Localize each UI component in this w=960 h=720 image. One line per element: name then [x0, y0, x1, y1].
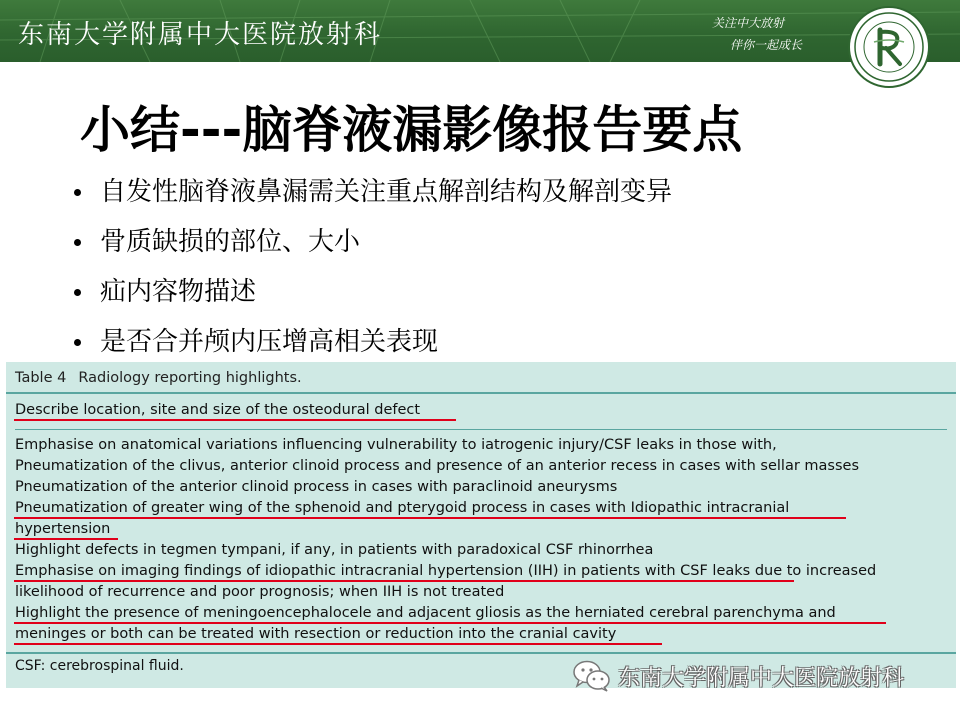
table-line: Highlight the presence of meningoencephalocele and adjacent gliosis as the herniated cerebral parenchyma and	[15, 605, 836, 621]
table-line: likelihood of recurrence and poor prognosis; when IIH is not treated	[15, 584, 505, 600]
bullet-text: 是否合并颅内压增高相关表现	[100, 327, 439, 357]
slogan-line-2: 伴你一起成长	[730, 38, 803, 52]
header-band	[0, 0, 960, 62]
table-caption	[15, 370, 302, 386]
bullet-dot-icon	[74, 289, 81, 296]
red-underline	[14, 419, 456, 421]
table-caption-text: Radiology reporting highlights.	[78, 370, 302, 386]
table-footnote: CSF: cerebrospinal fluid.	[15, 658, 184, 674]
table-line: hypertension	[15, 521, 111, 537]
department-logo	[848, 6, 930, 88]
red-underline	[14, 517, 846, 519]
slide-title: 小结---脑脊液漏影像报告要点	[80, 101, 743, 159]
table-line: Emphasise on imaging findings of idiopathic intracranial hypertension (IIH) in patients with CSF leaks due to increased	[15, 563, 877, 579]
red-underline	[14, 580, 794, 582]
table-radiology-highlights	[6, 362, 956, 688]
table-label: Table 4	[15, 370, 67, 386]
table-line: Highlight defects in tegmen tympani, if any, in patients with paradoxical CSF rhinorrhea	[15, 542, 654, 558]
logo-emblem-icon	[850, 8, 928, 86]
bullet-dot-icon	[74, 189, 81, 196]
bullet-list	[70, 172, 672, 372]
table-line: Emphasise on anatomical variations influencing vulnerability to iatrogenic injury/CSF leaks in those with,	[15, 437, 777, 453]
header-title: 东南大学附属中大医院放射科	[18, 20, 383, 50]
bullet-text: 骨质缺损的部位、大小	[100, 227, 361, 257]
bullet-dot-icon	[74, 239, 81, 246]
watermark-text: 东南大学附属中大医院放射科	[618, 665, 905, 691]
table-footer-divider	[6, 652, 956, 654]
red-underline	[14, 538, 118, 540]
table-line: Pneumatization of the clivus, anterior clinoid process and presence of an anterior recess in cases with sellar masses	[15, 458, 859, 474]
table-caption-row	[6, 362, 956, 394]
red-underline	[14, 643, 662, 645]
table-divider	[15, 429, 947, 430]
red-underline	[14, 622, 886, 624]
bullet-item	[70, 172, 672, 222]
slogan-line-1: 关注中大放射	[712, 16, 785, 30]
table-row-first: Describe location, site and size of the osteodural defect	[15, 402, 421, 418]
wechat-icon	[572, 659, 612, 693]
bullet-dot-icon	[74, 339, 81, 346]
bullet-item	[70, 222, 672, 272]
wechat-watermark	[572, 658, 904, 694]
bullet-text: 疝内容物描述	[100, 277, 257, 307]
table-line: meninges or both can be treated with resection or reduction into the cranial cavity	[15, 626, 617, 642]
table-line: Pneumatization of the anterior clinoid process in cases with paraclinoid aneurysms	[15, 479, 618, 495]
table-line: Pneumatization of greater wing of the sphenoid and pterygoid process in cases with Idiopathic intracranial	[15, 500, 790, 516]
bullet-item	[70, 272, 672, 322]
bullet-text: 自发性脑脊液鼻漏需关注重点解剖结构及解剖变异	[100, 177, 673, 207]
